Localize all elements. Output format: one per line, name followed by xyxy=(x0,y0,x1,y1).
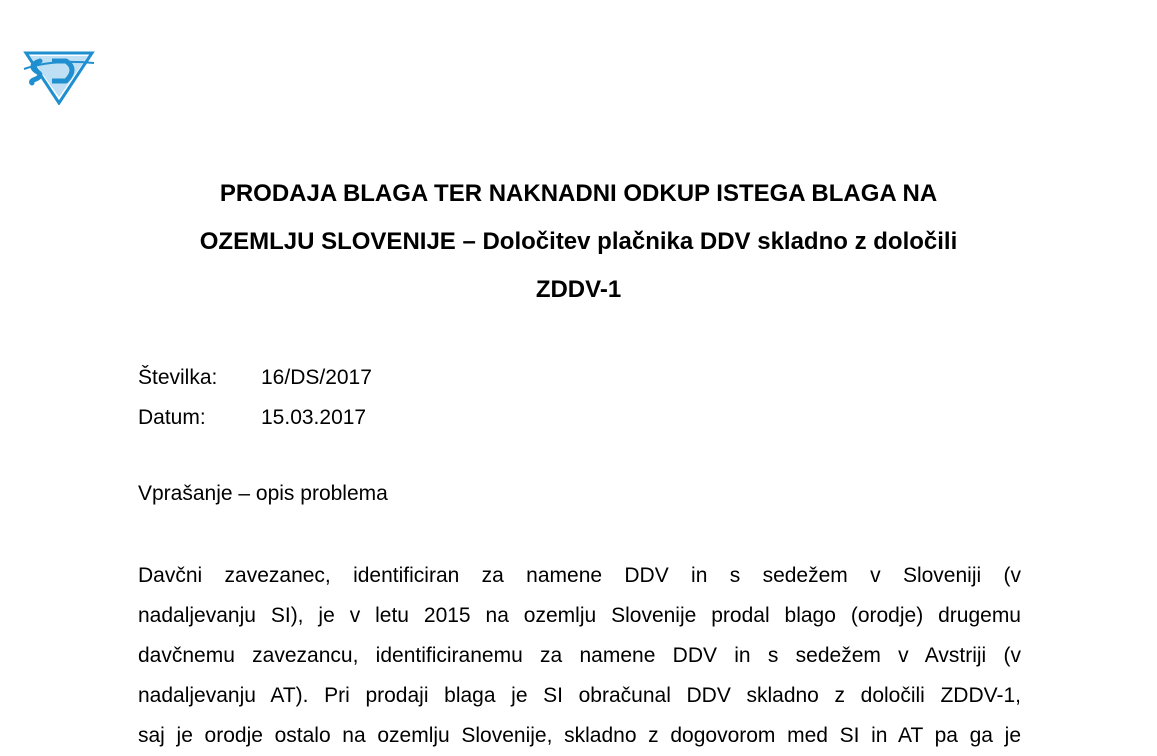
title-line: PRODAJA BLAGA TER NAKNADNI ODKUP ISTEGA BLAGA NA xyxy=(219,180,938,207)
document-meta xyxy=(138,358,372,438)
paragraph-line: davčnemu zavezancu, identificiranemu za namene DDV in s sedežem v Avstriji (v xyxy=(138,644,1021,667)
title-line: ZDDV-1 xyxy=(535,276,622,303)
paragraph-line: nadaljevanju SI), je v letu 2015 na ozemlju Slovenije prodal blago (orodje) drugemu xyxy=(138,604,1021,627)
number-label: Številka: xyxy=(138,366,218,389)
title-line: OZEMLJU SLOVENIJE – Določitev plačnika DDV skladno z določili xyxy=(199,228,958,255)
body-paragraph xyxy=(138,556,1021,756)
paragraph-line: Davčni zavezanec, identificiran za namene DDV in s sedežem v Sloveniji (v xyxy=(138,564,1021,587)
sd-shield-logo-icon xyxy=(22,47,96,105)
date-value: 15.03.2017 xyxy=(261,406,367,429)
document-title xyxy=(130,170,1027,314)
number-value: 16/DS/2017 xyxy=(261,366,372,389)
section-heading: Vprašanje – opis problema xyxy=(138,482,388,505)
paragraph-line: nadaljevanju AT). Pri prodaji blaga je SI obračunal DDV skladno z določili ZDDV-1, xyxy=(138,684,1021,707)
date-label: Datum: xyxy=(138,406,206,429)
paragraph-line: saj je orodje ostalo na ozemlju Slovenije, skladno z dogovorom med SI in AT pa ga je xyxy=(138,724,1021,747)
number-row xyxy=(138,358,372,398)
date-row xyxy=(138,398,372,438)
